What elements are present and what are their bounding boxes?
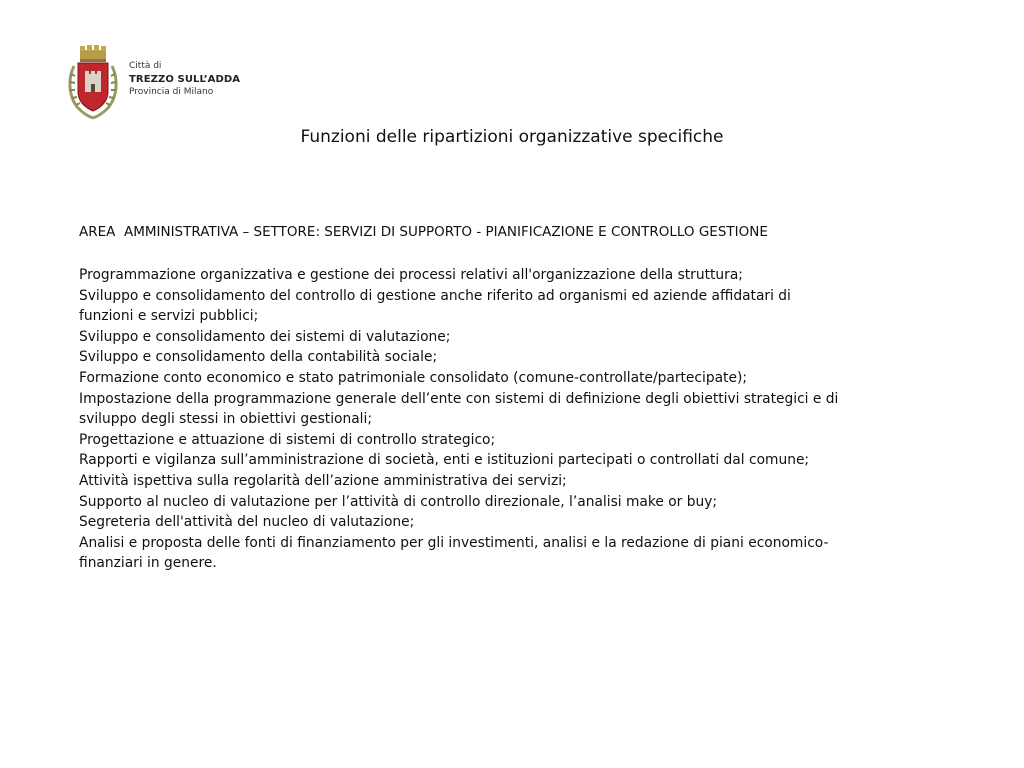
function-line: Programmazione organizzativa e gestione dei processi relativi all'organizzazione della struttura; [79, 267, 743, 283]
logo-province: Provincia di Milano [129, 87, 214, 97]
function-line: Progettazione e attuazione di sistemi di controllo strategico; [79, 431, 496, 448]
function-line: Supporto al nucleo di valutazione per l’attività di controllo direzionale, l’analisi make or buy; [79, 493, 718, 510]
function-line: Formazione conto economico e stato patrimoniale consolidato (comune-controllate/partecipate); [79, 369, 747, 386]
coat-of-arms-icon [66, 44, 120, 122]
function-line: Segreteria dell'attività del nucleo di valutazione; [79, 514, 415, 531]
municipality-logo [66, 44, 256, 124]
logo-city-name: TREZZO SULL’ADDA [129, 74, 241, 85]
function-line: Impostazione della programmazione generale dell’ente con sistemi di definizione degli obiettivi strategici e di [79, 390, 839, 407]
logo-city-label: Città di [129, 61, 162, 71]
function-line: finanziari in genere. [79, 555, 217, 572]
function-line: Attività ispettiva sulla regolarità dell’azione amministrativa dei servizi; [79, 472, 567, 489]
function-line: Sviluppo e consolidamento del controllo di gestione anche riferito ad organismi ed aziende affidatari di [79, 287, 791, 304]
function-line: Sviluppo e consolidamento della contabilità sociale; [79, 349, 438, 366]
function-list [79, 265, 949, 574]
function-line: Analisi e proposta delle fonti di finanziamento per gli investimenti, analisi e la redazione di piani economico- [79, 534, 829, 551]
page-title: Funzioni delle ripartizioni organizzative specifiche [300, 127, 724, 147]
section-heading: AREA AMMINISTRATIVA – SETTORE: SERVIZI DI SUPPORTO - PIANIFICAZIONE E CONTROLLO GESTIONE [79, 224, 768, 240]
function-line: Rapporti e vigilanza sull’amministrazione di società, enti e istituzioni partecipati o controllati dal comune; [79, 452, 810, 469]
function-line: sviluppo degli stessi in obiettivi gestionali; [79, 411, 372, 428]
function-line: Sviluppo e consolidamento dei sistemi di valutazione; [79, 328, 451, 345]
function-line: funzioni e servizi pubblici; [79, 308, 259, 325]
logo-text [129, 60, 240, 99]
